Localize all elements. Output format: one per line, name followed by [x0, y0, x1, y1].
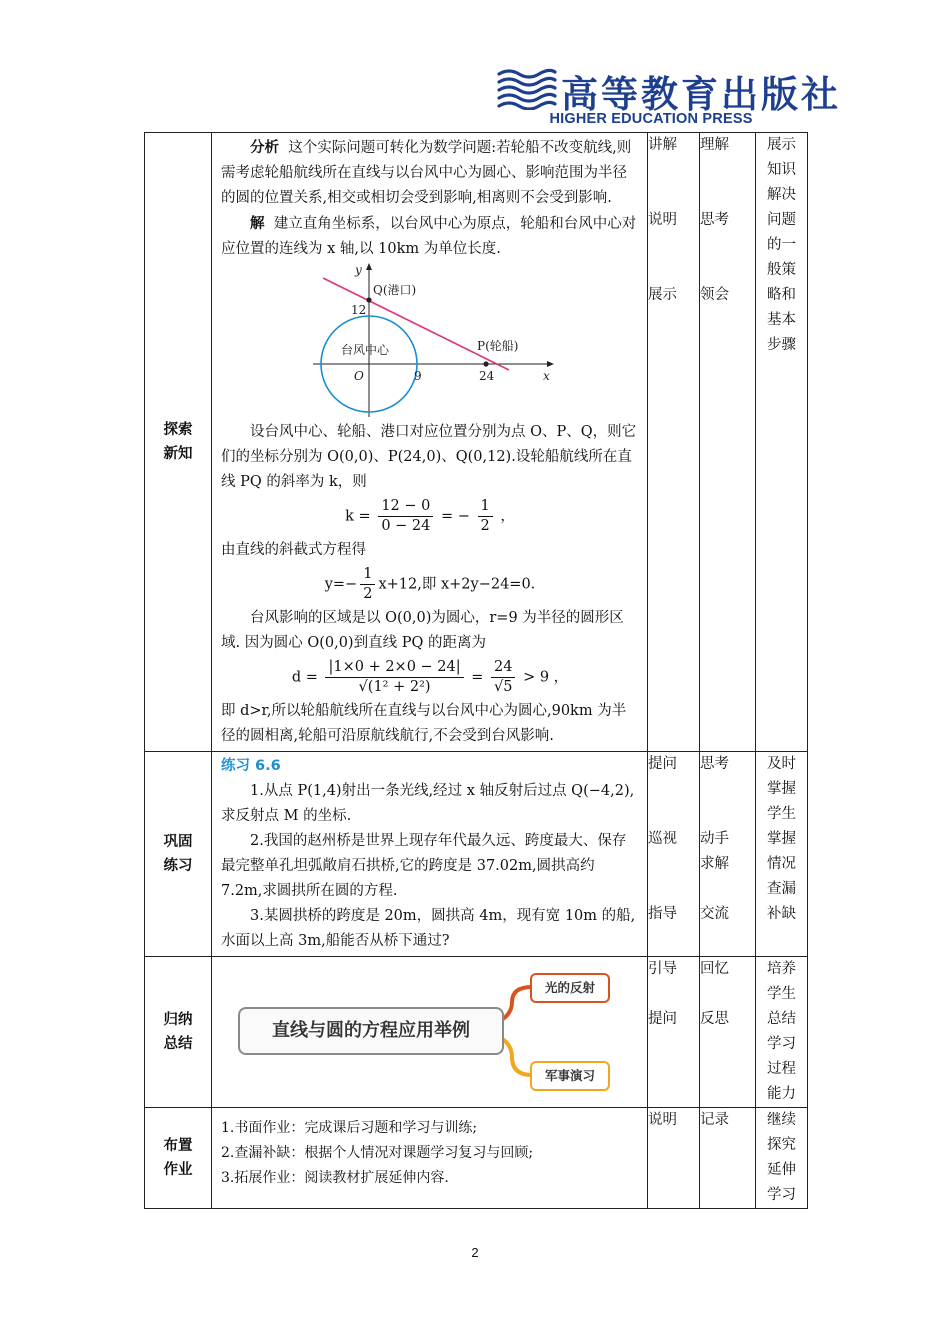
design-intent-summary: 培养 学生 总结 学习 过程 能力 — [756, 957, 808, 1108]
lesson-table — [144, 132, 808, 1209]
stage-explore: 探索 新知 — [145, 133, 212, 752]
mindmap-root: 直线与圆的方程应用举例 — [238, 1007, 504, 1055]
stage-practice: 巩固 练习 — [145, 752, 212, 957]
x-axis-label: x — [543, 369, 550, 383]
exercise-item: 3.某圆拱桥的跨度是 20m，圆拱高 4m，现有宽 10m 的船,水面以上高 3m,船能否从桥下通过? — [221, 908, 636, 949]
design-intent-homework: 继续 探究 延伸 学习 — [756, 1108, 808, 1209]
row-practice — [145, 752, 808, 957]
exercise-item: 2.我国的赵州桥是世界上现存年代最久远、跨度最大、保存最完整单孔坦弧敞肩石拱桥,它的跨度是 37.02m,圆拱高约 7.2m,求圆拱所在圆的方程. — [221, 833, 627, 899]
student-activity-practice: 思考 动手 求解 交流 — [700, 752, 756, 957]
homework-item: 2.查漏补缺：根据个人情况对课题学习复习与回顾; — [221, 1145, 534, 1161]
teacher-activity-summary: 引导 提问 — [648, 957, 700, 1108]
distance-equation: d = $\frac{|1\times 0 + 2\times 0 - 24|}{\text{√(1² + 2²)}}$ = $\frac{24}{√5}$ > 9 ， — [291, 659, 569, 695]
region-paragraph: 台风影响的区域是以 O(0,0)为圆心，r=9 为半径的圆形区域. 因为圆心 O(0,0)到直线 PQ 的距离为 — [221, 610, 624, 651]
teacher-activity-explore: 讲解 说明 展示 — [648, 133, 700, 752]
content-practice — [212, 752, 648, 957]
summary-mindmap — [212, 957, 647, 1097]
student-activity-explore: 理解 思考 领会 — [700, 133, 756, 752]
analysis-paragraph: 分析 这个实际问题可转化为数学问题:若轮船不改变航线,则需考虑轮船航线所在直线与以台风中心为圆心、影响范围为半径的圆的位置关系,相交或相切会受到影响,相离则不会受到影响. — [221, 139, 632, 206]
teacher-activity-homework: 说明 — [648, 1108, 700, 1209]
page-number: 2 — [471, 1245, 479, 1260]
student-activity-summary: 回忆 反思 — [700, 957, 756, 1108]
p-label: P(轮船) — [477, 339, 519, 353]
tick-12: 12 — [351, 303, 367, 317]
row-summary — [145, 957, 808, 1108]
exercise-title: 练习 6.6 — [221, 758, 281, 774]
publisher-logo — [495, 66, 841, 130]
tick-9: 9 — [414, 369, 422, 383]
teacher-activity-practice: 提问 巡视 指导 — [648, 752, 700, 957]
content-explore — [212, 133, 648, 752]
line-equation: y=− $\frac{1}{2}$ x+12,即 x+2y−24=0. — [324, 566, 536, 602]
typhoon-coordinate-figure — [311, 262, 561, 420]
stage-summary: 归纳 总结 — [145, 957, 212, 1108]
tick-24: 24 — [479, 369, 495, 383]
content-summary — [212, 957, 648, 1108]
homework-item: 1.书面作业：完成课后习题和学习与训练; — [221, 1120, 478, 1136]
student-activity-homework: 记录 — [700, 1108, 756, 1209]
slope-equation: k = $\frac{12 - 0}{0 - 24}$ = − $\frac{1}{2}$ ， — [345, 498, 515, 534]
design-intent-explore: 展示 知识 解决 问题 的一 般策 略和 基本 步骤 — [756, 133, 808, 752]
mindmap-branch-reflection: 光的反射 — [530, 973, 610, 1003]
publisher-name-cn: 高等教育出版社 — [561, 72, 841, 116]
conclusion-paragraph: 即 d>r,所以轮船航线所在直线与以台风中心为圆心,90km 为半径的圆相离,轮船可沿原航线航行,不会受到台风影响. — [221, 703, 627, 744]
solution-paragraph: 解 建立直角坐标系，以台风中心为原点，轮船和台风中心对应位置的连线为 x 轴,以 10km 为单位长度. — [221, 215, 637, 257]
row-homework — [145, 1108, 808, 1209]
design-intent-practice: 及时 掌握 学生 掌握 情况 查漏 补缺 — [756, 752, 808, 957]
origin-label: O — [354, 369, 364, 383]
q-label: Q(港口) — [373, 283, 417, 297]
mindmap-branch-military: 军事演习 — [530, 1061, 610, 1091]
stage-homework: 布置 作业 — [145, 1108, 212, 1209]
center-label: 台风中心 — [341, 343, 390, 357]
y-axis-label: y — [355, 263, 362, 277]
coordinates-paragraph: 设台风中心、轮船、港口对应位置分别为点 O、P、Q，则它们的坐标分别为 O(0,0)、P(24,0)、Q(0,12).设轮船航线所在直线 PQ 的斜率为 k，则 — [221, 424, 637, 490]
slope-intercept-intro: 由直线的斜截式方程得 — [221, 542, 366, 558]
exercise-item: 1.从点 P(1,4)射出一条光线,经过 x 轴反射后过点 Q(−4,2),求反射点 M 的坐标. — [221, 783, 635, 824]
content-homework — [212, 1108, 648, 1209]
publisher-logo-icon — [495, 66, 559, 110]
homework-item: 3.拓展作业：阅读教材扩展延伸内容. — [221, 1170, 449, 1186]
row-explore — [145, 133, 808, 752]
publisher-name-en: HIGHER EDUCATION PRESS — [549, 111, 753, 127]
